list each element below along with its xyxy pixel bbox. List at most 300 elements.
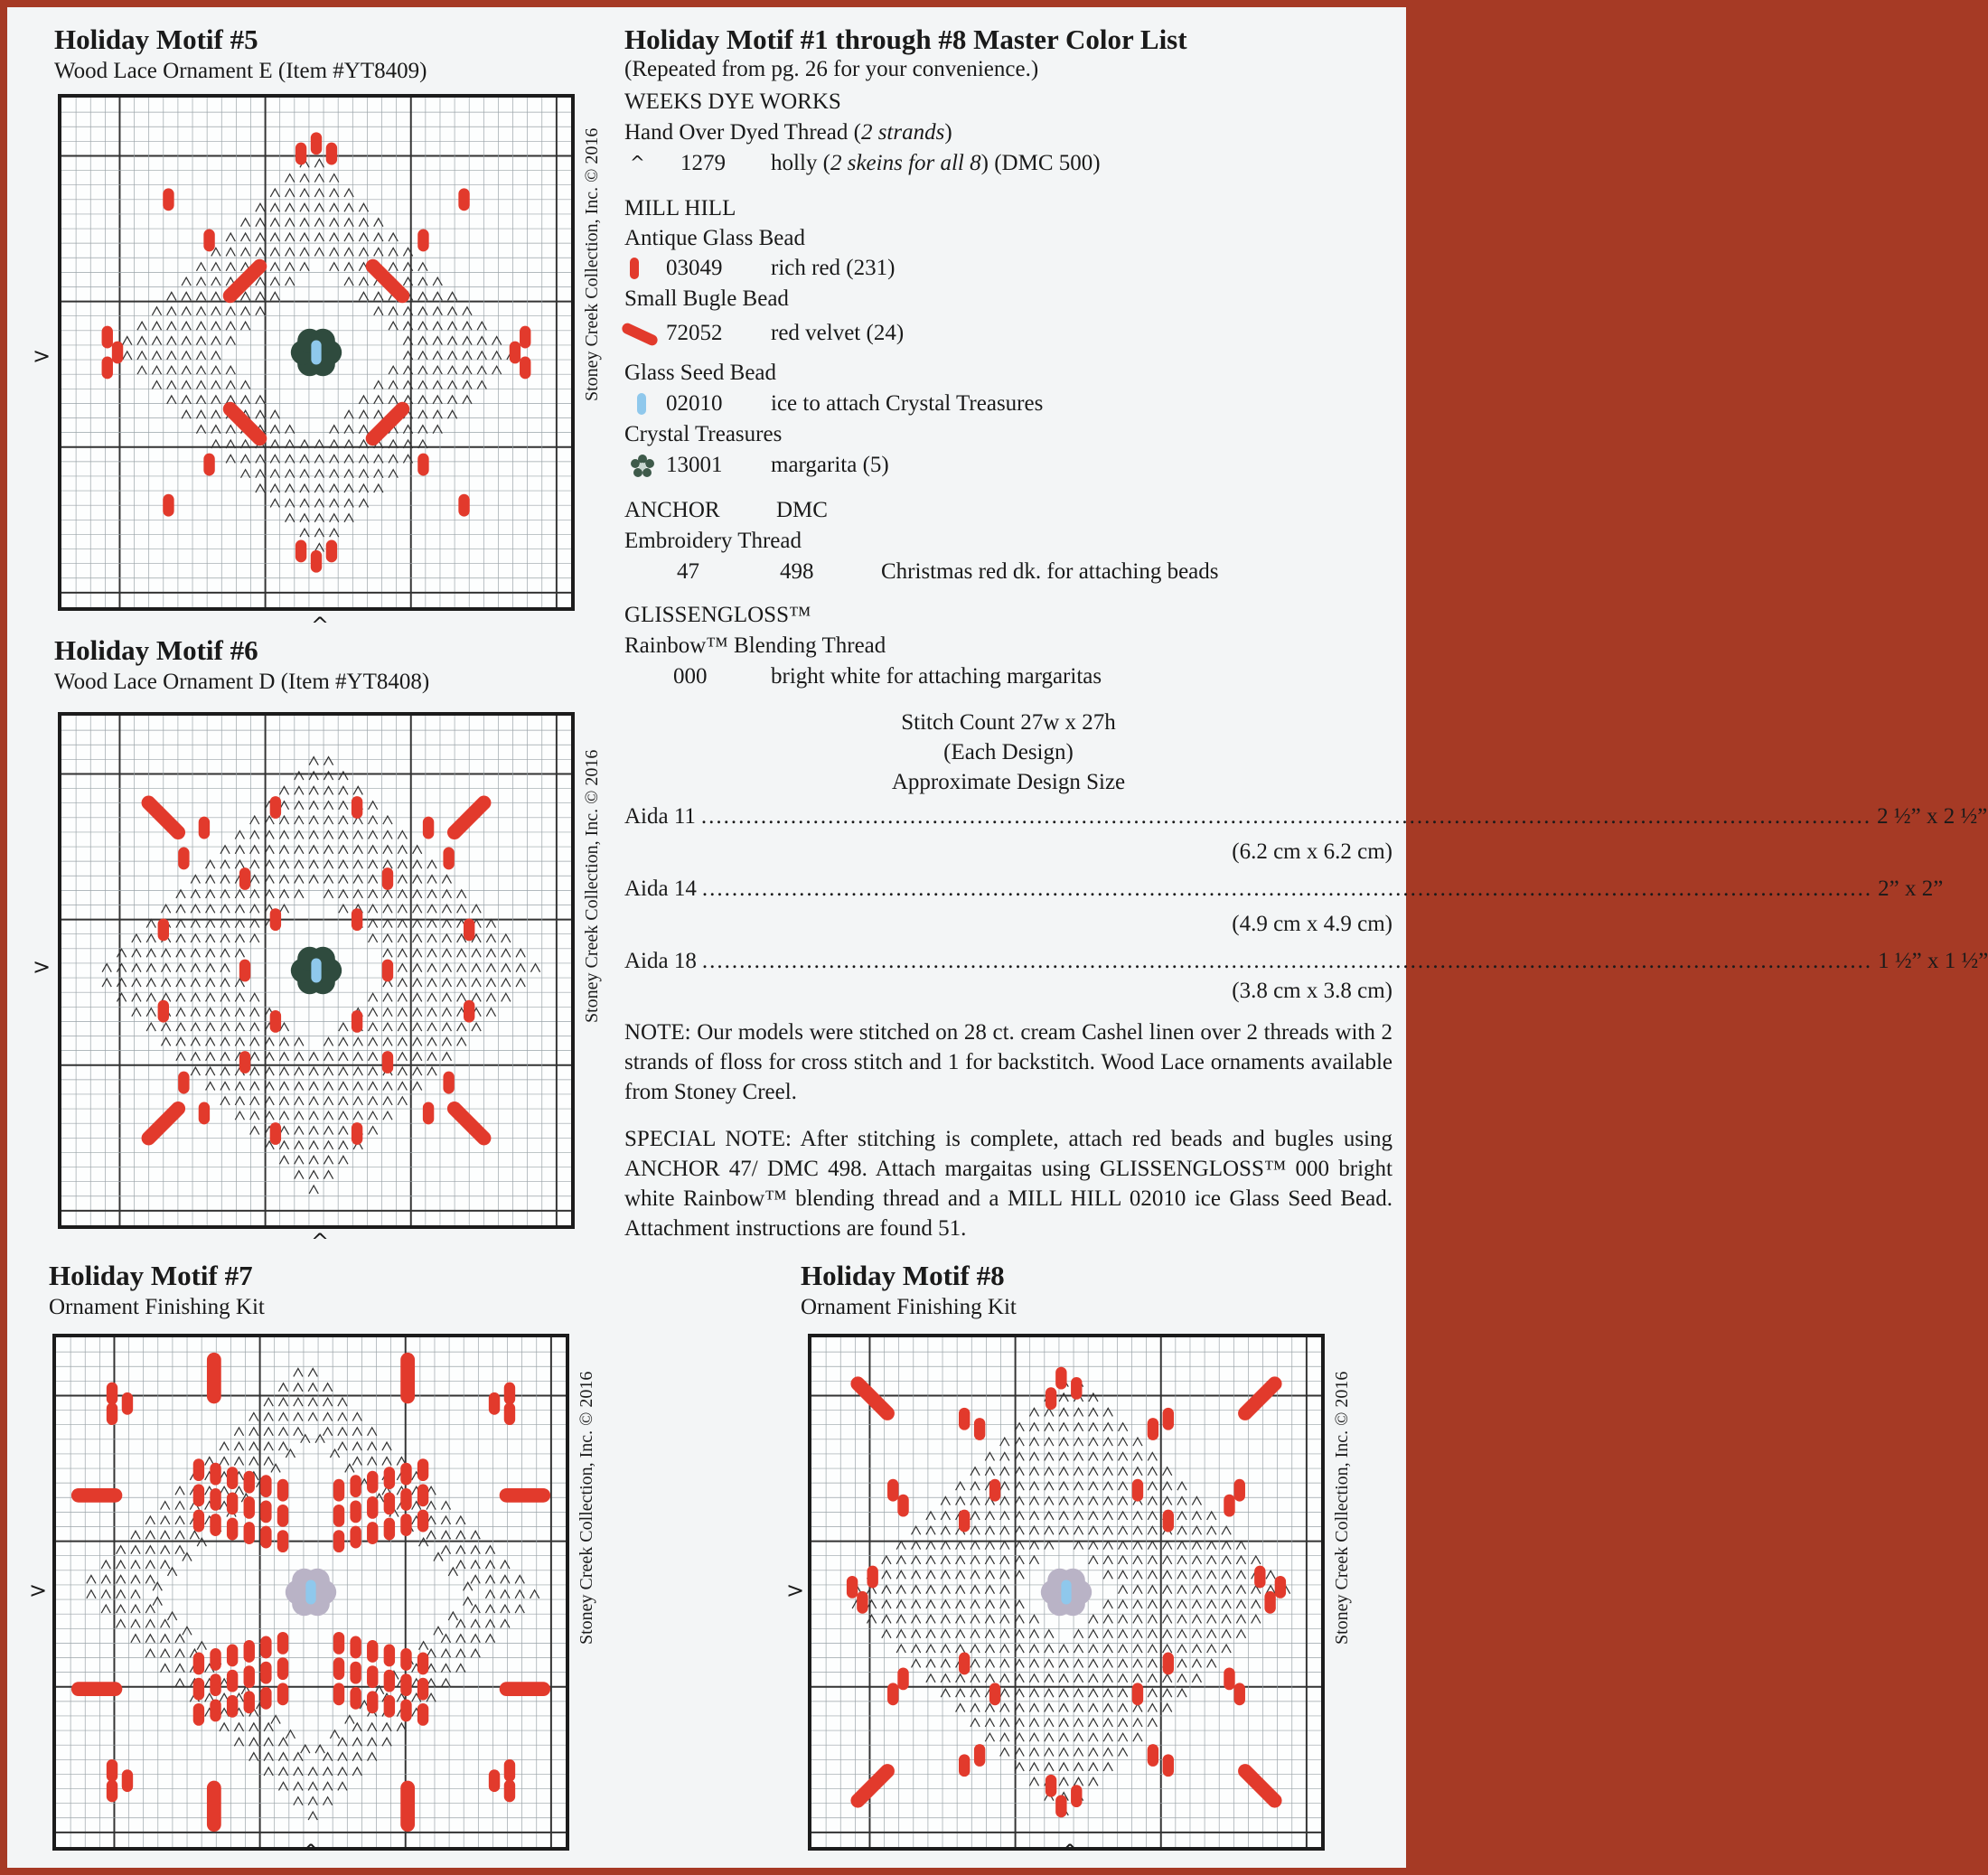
stitch-symbol — [353, 1053, 362, 1061]
stitch-symbol — [1029, 1733, 1038, 1741]
stitch-symbol — [131, 1546, 140, 1554]
stitch-symbol — [1163, 1570, 1172, 1579]
stitch-symbol — [339, 1037, 348, 1045]
stitch-symbol — [1148, 1600, 1157, 1608]
stitch-symbol — [270, 263, 279, 271]
stitch-symbol — [1222, 1645, 1231, 1653]
stitch-symbol — [344, 233, 353, 241]
stitch-symbol — [1074, 1748, 1083, 1757]
bugle-bead-mark — [362, 257, 412, 306]
stitch-symbol — [182, 292, 191, 300]
embroidery-label: Embroidery Thread — [624, 529, 802, 553]
stitch-symbol — [1029, 1704, 1038, 1712]
stitch-symbol — [182, 277, 191, 286]
stitch-symbol — [344, 499, 353, 507]
antique-desc: rich red (231) — [771, 256, 896, 280]
stitch-symbol — [427, 860, 436, 868]
stitch-symbol — [1059, 1526, 1068, 1534]
antique-bead-mark — [417, 1458, 428, 1481]
stitch-symbol — [418, 396, 427, 404]
stitch-symbol — [353, 876, 362, 884]
bugle-bead-mark — [500, 1488, 550, 1503]
stitch-symbol — [270, 233, 279, 241]
stitch-symbol — [492, 366, 502, 374]
stitch-symbol — [463, 337, 472, 345]
stitch-symbol — [1089, 1482, 1098, 1490]
stitch-symbol — [486, 920, 495, 928]
stitch-symbol — [137, 322, 146, 330]
stitch-symbol — [132, 979, 141, 987]
stitch-symbol — [196, 366, 205, 374]
antique-bead-mark — [277, 1657, 288, 1680]
stitch-symbol — [1177, 1526, 1186, 1534]
antique-bead-mark — [350, 1662, 361, 1684]
stitch-symbol — [1119, 1600, 1128, 1608]
antique-bead-mark — [227, 1492, 238, 1514]
stitch-symbol — [167, 381, 176, 389]
stitch-symbol — [145, 1546, 155, 1554]
stitch-symbol — [1103, 1408, 1112, 1416]
stitch-symbol — [369, 1111, 378, 1120]
stitch-symbol — [309, 1186, 318, 1194]
antique-bead-mark — [400, 1648, 411, 1671]
stitch-symbol — [241, 307, 250, 315]
antique-bead-mark — [897, 1495, 908, 1517]
stitch-symbol — [234, 1723, 243, 1731]
stitch-symbol — [175, 1486, 184, 1495]
stitch-symbol — [434, 1553, 443, 1561]
stitch-symbol — [457, 979, 466, 987]
stitch-symbol — [235, 1111, 244, 1120]
seed-desc: ice to attach Crystal Treasures — [771, 391, 1044, 416]
stitch-symbol — [182, 381, 191, 389]
stitch-symbol — [1177, 1659, 1186, 1667]
stitch-symbol — [324, 1111, 333, 1120]
stitch-symbol — [472, 905, 481, 913]
antique-bead-mark — [333, 1479, 344, 1502]
stitch-symbol — [145, 1605, 155, 1613]
stitch-symbol — [211, 322, 220, 330]
stitch-symbol — [330, 1730, 339, 1739]
stitch-symbol — [87, 1575, 96, 1583]
stitch-symbol — [398, 1023, 407, 1031]
stitch-symbol — [427, 1067, 436, 1075]
stitch-symbol — [330, 499, 339, 507]
stitch-symbol — [926, 1659, 935, 1667]
stitch-symbol — [324, 802, 333, 810]
stitch-symbol — [1252, 1600, 1261, 1608]
antique-bead-mark — [270, 1122, 281, 1145]
stitch-symbol — [339, 905, 348, 913]
stitch-symbol — [485, 1575, 494, 1583]
stitch-symbol — [234, 1458, 243, 1466]
antique-bead-mark — [417, 1484, 428, 1506]
stitch-symbol — [300, 499, 309, 507]
stitch-symbol — [1029, 1497, 1038, 1505]
antique-bead-mark — [382, 960, 393, 982]
stitch-symbol — [882, 1630, 891, 1638]
stitch-symbol — [264, 1442, 273, 1450]
antique-bead-mark — [384, 1467, 395, 1489]
antique-bead-mark — [158, 1000, 169, 1023]
stitch-symbol — [398, 860, 407, 868]
antique-bead-mark — [1234, 1683, 1245, 1705]
stitch-symbol — [1133, 1556, 1142, 1564]
stitch-symbol — [301, 1745, 310, 1753]
stitch-symbol — [339, 1111, 348, 1120]
seed-bead-mark — [311, 958, 321, 982]
stitch-symbol — [1177, 1600, 1186, 1608]
stitch-symbol — [442, 920, 451, 928]
stitch-symbol — [926, 1512, 935, 1520]
stitch-symbol — [1222, 1615, 1231, 1623]
stitch-symbol — [235, 1097, 244, 1105]
stitch-symbol — [1103, 1733, 1112, 1741]
stitch-symbol — [1222, 1600, 1231, 1608]
stitch-symbol — [330, 484, 339, 492]
stitch-symbol — [278, 1442, 287, 1450]
stitch-symbol — [117, 1575, 126, 1583]
stitch-symbol — [985, 1526, 994, 1534]
stitch-symbol — [353, 786, 362, 794]
motif8-chart — [808, 1334, 1325, 1851]
stitch-symbol — [250, 1037, 259, 1045]
aida11-metric: (6.2 cm x 6.2 cm) — [1232, 839, 1393, 864]
stitch-symbol — [352, 1458, 361, 1466]
stitch-symbol — [162, 964, 171, 972]
aida18-label: Aida 18 — [624, 949, 697, 973]
stitch-symbol — [314, 470, 324, 478]
stitch-symbol — [427, 905, 436, 913]
antique-bead-mark — [107, 1383, 117, 1405]
stitch-symbol — [398, 1008, 407, 1017]
antique-bead-mark — [464, 918, 474, 941]
antique-bead-mark — [277, 1479, 288, 1502]
stitch-symbol — [457, 949, 466, 957]
stitch-symbol — [463, 381, 472, 389]
antique-bead-mark — [277, 1505, 288, 1527]
stitch-symbol — [1148, 1645, 1157, 1653]
stitch-symbol — [220, 1458, 229, 1466]
antique-bead-mark — [1224, 1667, 1234, 1690]
stitch-symbol — [162, 979, 171, 987]
stitch-symbol — [175, 1502, 184, 1510]
antique-bead-mark — [1046, 1775, 1056, 1797]
stitch-symbol — [1029, 1689, 1038, 1697]
aida18-size: 1 ½” x 1 ½” — [1878, 949, 1988, 973]
stitch-symbol — [338, 1428, 347, 1436]
antique-bead-mark — [384, 1492, 395, 1514]
stitch-symbol — [196, 410, 205, 418]
stitch-symbol — [256, 219, 265, 227]
stitch-symbol — [1177, 1512, 1186, 1520]
stitch-symbol — [1119, 1615, 1128, 1623]
stitch-symbol — [1029, 1674, 1038, 1683]
stitch-symbol — [1029, 1659, 1038, 1667]
antique-bead-mark — [333, 1530, 344, 1552]
stitch-symbol — [418, 381, 427, 389]
stitch-symbol — [501, 1590, 510, 1598]
stitch-symbol — [1163, 1630, 1172, 1638]
antique-bead-mark — [277, 1530, 288, 1552]
stitch-symbol — [1148, 1630, 1157, 1638]
stitch-symbol — [1059, 1733, 1068, 1741]
stitch-symbol — [1029, 1748, 1038, 1757]
stitch-symbol — [137, 366, 146, 374]
stitch-symbol — [1236, 1600, 1245, 1608]
stitch-symbol — [896, 1645, 905, 1653]
stitch-symbol — [382, 1442, 391, 1450]
stitch-symbol — [295, 802, 304, 810]
stitch-symbol — [477, 322, 486, 330]
motif7-chart-svg — [56, 1337, 566, 1847]
glissen-brand: GLISSENGLOSS™ — [624, 603, 811, 627]
antique-bead-mark — [227, 1695, 238, 1718]
stitch-symbol — [146, 949, 155, 957]
stitch-symbol — [985, 1719, 994, 1727]
stitch-symbol — [241, 396, 250, 404]
glissen-row — [624, 665, 1393, 692]
crystal-row — [624, 454, 1393, 481]
stitch-symbol — [448, 292, 457, 300]
stitch-symbol — [1074, 1526, 1083, 1534]
stitch-symbol — [1059, 1777, 1068, 1786]
stitch-symbol — [1177, 1586, 1186, 1594]
antique-bead-mark — [193, 1678, 204, 1701]
stitch-symbol — [324, 1782, 333, 1790]
stitch-symbol — [308, 1812, 317, 1820]
motif5-chart-svg — [61, 98, 571, 607]
stitch-symbol — [1103, 1674, 1112, 1683]
stitch-symbol — [250, 993, 259, 1001]
antique-bead-mark — [1071, 1785, 1082, 1807]
stitch-symbol — [882, 1600, 891, 1608]
stitch-symbol — [1148, 1512, 1157, 1520]
stitch-symbol — [1252, 1615, 1261, 1623]
stitch-symbol — [256, 396, 265, 404]
stitch-symbol — [1045, 1674, 1054, 1683]
stitch-symbol — [1029, 1408, 1038, 1416]
stitch-symbol — [398, 964, 407, 972]
antique-bead-mark — [350, 1500, 361, 1523]
stitch-symbol — [1103, 1659, 1112, 1667]
stitch-symbol — [1089, 1674, 1098, 1683]
stitch-symbol — [256, 292, 265, 300]
stitch-symbol — [345, 1715, 354, 1723]
stitch-symbol — [1089, 1542, 1098, 1550]
stitch-symbol — [1089, 1689, 1098, 1697]
stitch-symbol — [985, 1586, 994, 1594]
antique-bead-mark — [244, 1522, 255, 1544]
antique-bead-icon — [628, 257, 641, 280]
stitch-symbol — [369, 1008, 378, 1017]
stitch-symbol — [235, 1023, 244, 1031]
stitch-symbol — [241, 219, 250, 227]
stitch-symbol — [314, 203, 324, 211]
stitch-symbol — [353, 1067, 362, 1075]
stitch-symbol — [1045, 1630, 1054, 1638]
stitch-symbol — [1103, 1497, 1112, 1505]
stitch-symbol — [486, 1008, 495, 1017]
stitch-symbol — [196, 337, 205, 345]
stitch-symbol — [463, 352, 472, 360]
antique-bead-mark — [350, 1526, 361, 1549]
antique-bead-mark — [277, 1683, 288, 1705]
antique-bead-mark — [277, 1632, 288, 1655]
stitch-symbol — [472, 949, 481, 957]
stitch-symbol — [235, 993, 244, 1001]
stitch-symbol — [477, 352, 486, 360]
stitch-symbol — [256, 484, 265, 492]
stitch-symbol — [324, 876, 333, 884]
stitch-symbol — [278, 1782, 287, 1790]
stitch-symbol — [235, 1083, 244, 1091]
stitch-symbol — [167, 337, 176, 345]
stitch-symbol — [1177, 1497, 1186, 1505]
stitch-symbol — [1074, 1482, 1083, 1490]
antique-bead-mark — [384, 1670, 395, 1692]
stitch-symbol — [369, 1083, 378, 1091]
stitch-symbol — [1103, 1526, 1112, 1534]
stitch-symbol — [176, 1053, 185, 1061]
stitch-symbol — [152, 381, 161, 389]
stitch-symbol — [1103, 1615, 1112, 1623]
stitch-symbol — [286, 1730, 295, 1739]
stitch-symbol — [359, 292, 368, 300]
stitch-symbol — [344, 189, 353, 197]
stitch-symbol — [398, 949, 407, 957]
antique-bead-mark — [1055, 1367, 1066, 1390]
stitch-symbol — [472, 993, 481, 1001]
stitch-symbol — [1222, 1542, 1231, 1550]
stitch-symbol — [1177, 1542, 1186, 1550]
antique-bead-mark — [260, 1475, 271, 1497]
stitch-symbol — [1089, 1763, 1098, 1771]
stitch-symbol — [1119, 1526, 1128, 1534]
stitch-symbol — [383, 1023, 392, 1031]
stitch-symbol — [457, 993, 466, 1001]
stitch-symbol — [324, 890, 333, 898]
stitch-symbol — [1103, 1689, 1112, 1697]
stitch-symbol — [1236, 1615, 1245, 1623]
stitch-symbol — [448, 1568, 457, 1576]
bugle-bead-mark — [207, 1353, 221, 1403]
stitch-symbol — [256, 233, 265, 241]
antique-bead-mark — [1132, 1479, 1143, 1502]
stitch-symbol — [300, 263, 309, 271]
stitch-symbol — [175, 1531, 184, 1539]
stitch-symbol — [279, 1083, 288, 1091]
stitch-symbol — [308, 1797, 317, 1805]
aida18-metric: (3.8 cm x 3.8 cm) — [1232, 979, 1393, 1003]
stitch-symbol — [315, 1745, 324, 1753]
motif6-title: Holiday Motif #6 — [54, 634, 258, 666]
stitch-symbol — [241, 381, 250, 389]
stitch-symbol — [102, 979, 111, 987]
stitch-symbol — [413, 1037, 422, 1045]
stitch-symbol — [117, 964, 126, 972]
stitch-symbol — [442, 993, 451, 1001]
stitch-symbol — [279, 1067, 288, 1075]
antique-bead-mark — [178, 1072, 189, 1094]
stitch-symbol — [1000, 1526, 1009, 1534]
stitch-symbol — [117, 1590, 126, 1598]
crystal-flower-icon — [630, 454, 655, 479]
stitch-symbol — [501, 1619, 510, 1627]
antique-bead-mark — [112, 342, 123, 364]
stitch-symbol — [256, 248, 265, 256]
stitch-symbol — [1029, 1526, 1038, 1534]
dmc-heading: DMC — [776, 498, 828, 522]
stitch-symbol — [369, 1067, 378, 1075]
stitch-symbol — [418, 263, 427, 271]
stitch-symbol — [369, 1037, 378, 1045]
stitch-symbol — [433, 322, 442, 330]
stitch-symbol — [1103, 1512, 1112, 1520]
stitch-symbol — [1163, 1482, 1172, 1490]
antique-bead-mark — [417, 454, 428, 476]
stitch-symbol — [344, 410, 353, 418]
stitch-symbol — [131, 1575, 140, 1583]
stitch-symbol — [279, 905, 288, 913]
embroidery-row — [624, 560, 1393, 587]
aida11-leader: ............................................................................................................................................................. — [700, 804, 1872, 829]
stitch-symbol — [1119, 1659, 1128, 1667]
antique-bead-mark — [210, 1673, 220, 1696]
stitch-symbol — [295, 1053, 304, 1061]
stitch-symbol — [413, 934, 422, 942]
stitch-symbol — [1192, 1600, 1201, 1608]
stitch-symbol — [161, 1561, 170, 1569]
stitch-symbol — [1000, 1630, 1009, 1638]
stitch-symbol — [516, 949, 525, 957]
antique-bead-mark — [857, 1591, 867, 1614]
stitch-symbol — [131, 1635, 140, 1643]
stitch-symbol — [300, 233, 309, 241]
stitch-symbol — [477, 366, 486, 374]
stitch-symbol — [324, 772, 333, 780]
stitch-symbol — [294, 1782, 303, 1790]
stitch-symbol — [344, 514, 353, 522]
stitch-symbol — [1000, 1719, 1009, 1727]
stitch-symbol — [485, 1590, 494, 1598]
stitch-symbol — [485, 1619, 494, 1627]
antique-bead-mark — [326, 540, 337, 563]
weeks-code: 1279 — [680, 151, 726, 175]
stitch-symbol — [226, 322, 235, 330]
stitch-symbol — [324, 1156, 333, 1164]
stitch-symbol — [418, 322, 427, 330]
antique-bead-mark — [227, 1467, 238, 1489]
stitch-symbol — [1103, 1556, 1112, 1564]
stitch-symbol — [162, 1023, 171, 1031]
stitch-symbol — [486, 993, 495, 1001]
stitch-symbol — [448, 396, 457, 404]
antique-bead-mark — [423, 1102, 434, 1125]
antique-bead-mark — [1224, 1495, 1234, 1517]
stitch-symbol — [235, 1008, 244, 1017]
stitch-symbol — [145, 1575, 155, 1583]
stitch-symbol — [308, 1412, 317, 1420]
antique-bead-mark — [367, 1691, 378, 1713]
stitch-symbol — [383, 1111, 392, 1120]
stitch-symbol — [383, 920, 392, 928]
stitch-symbol — [314, 174, 324, 183]
weeks-row — [624, 152, 1393, 179]
stitch-symbol — [353, 1111, 362, 1120]
stitch-symbol — [1045, 1482, 1054, 1490]
stitch-symbol — [1000, 1570, 1009, 1579]
